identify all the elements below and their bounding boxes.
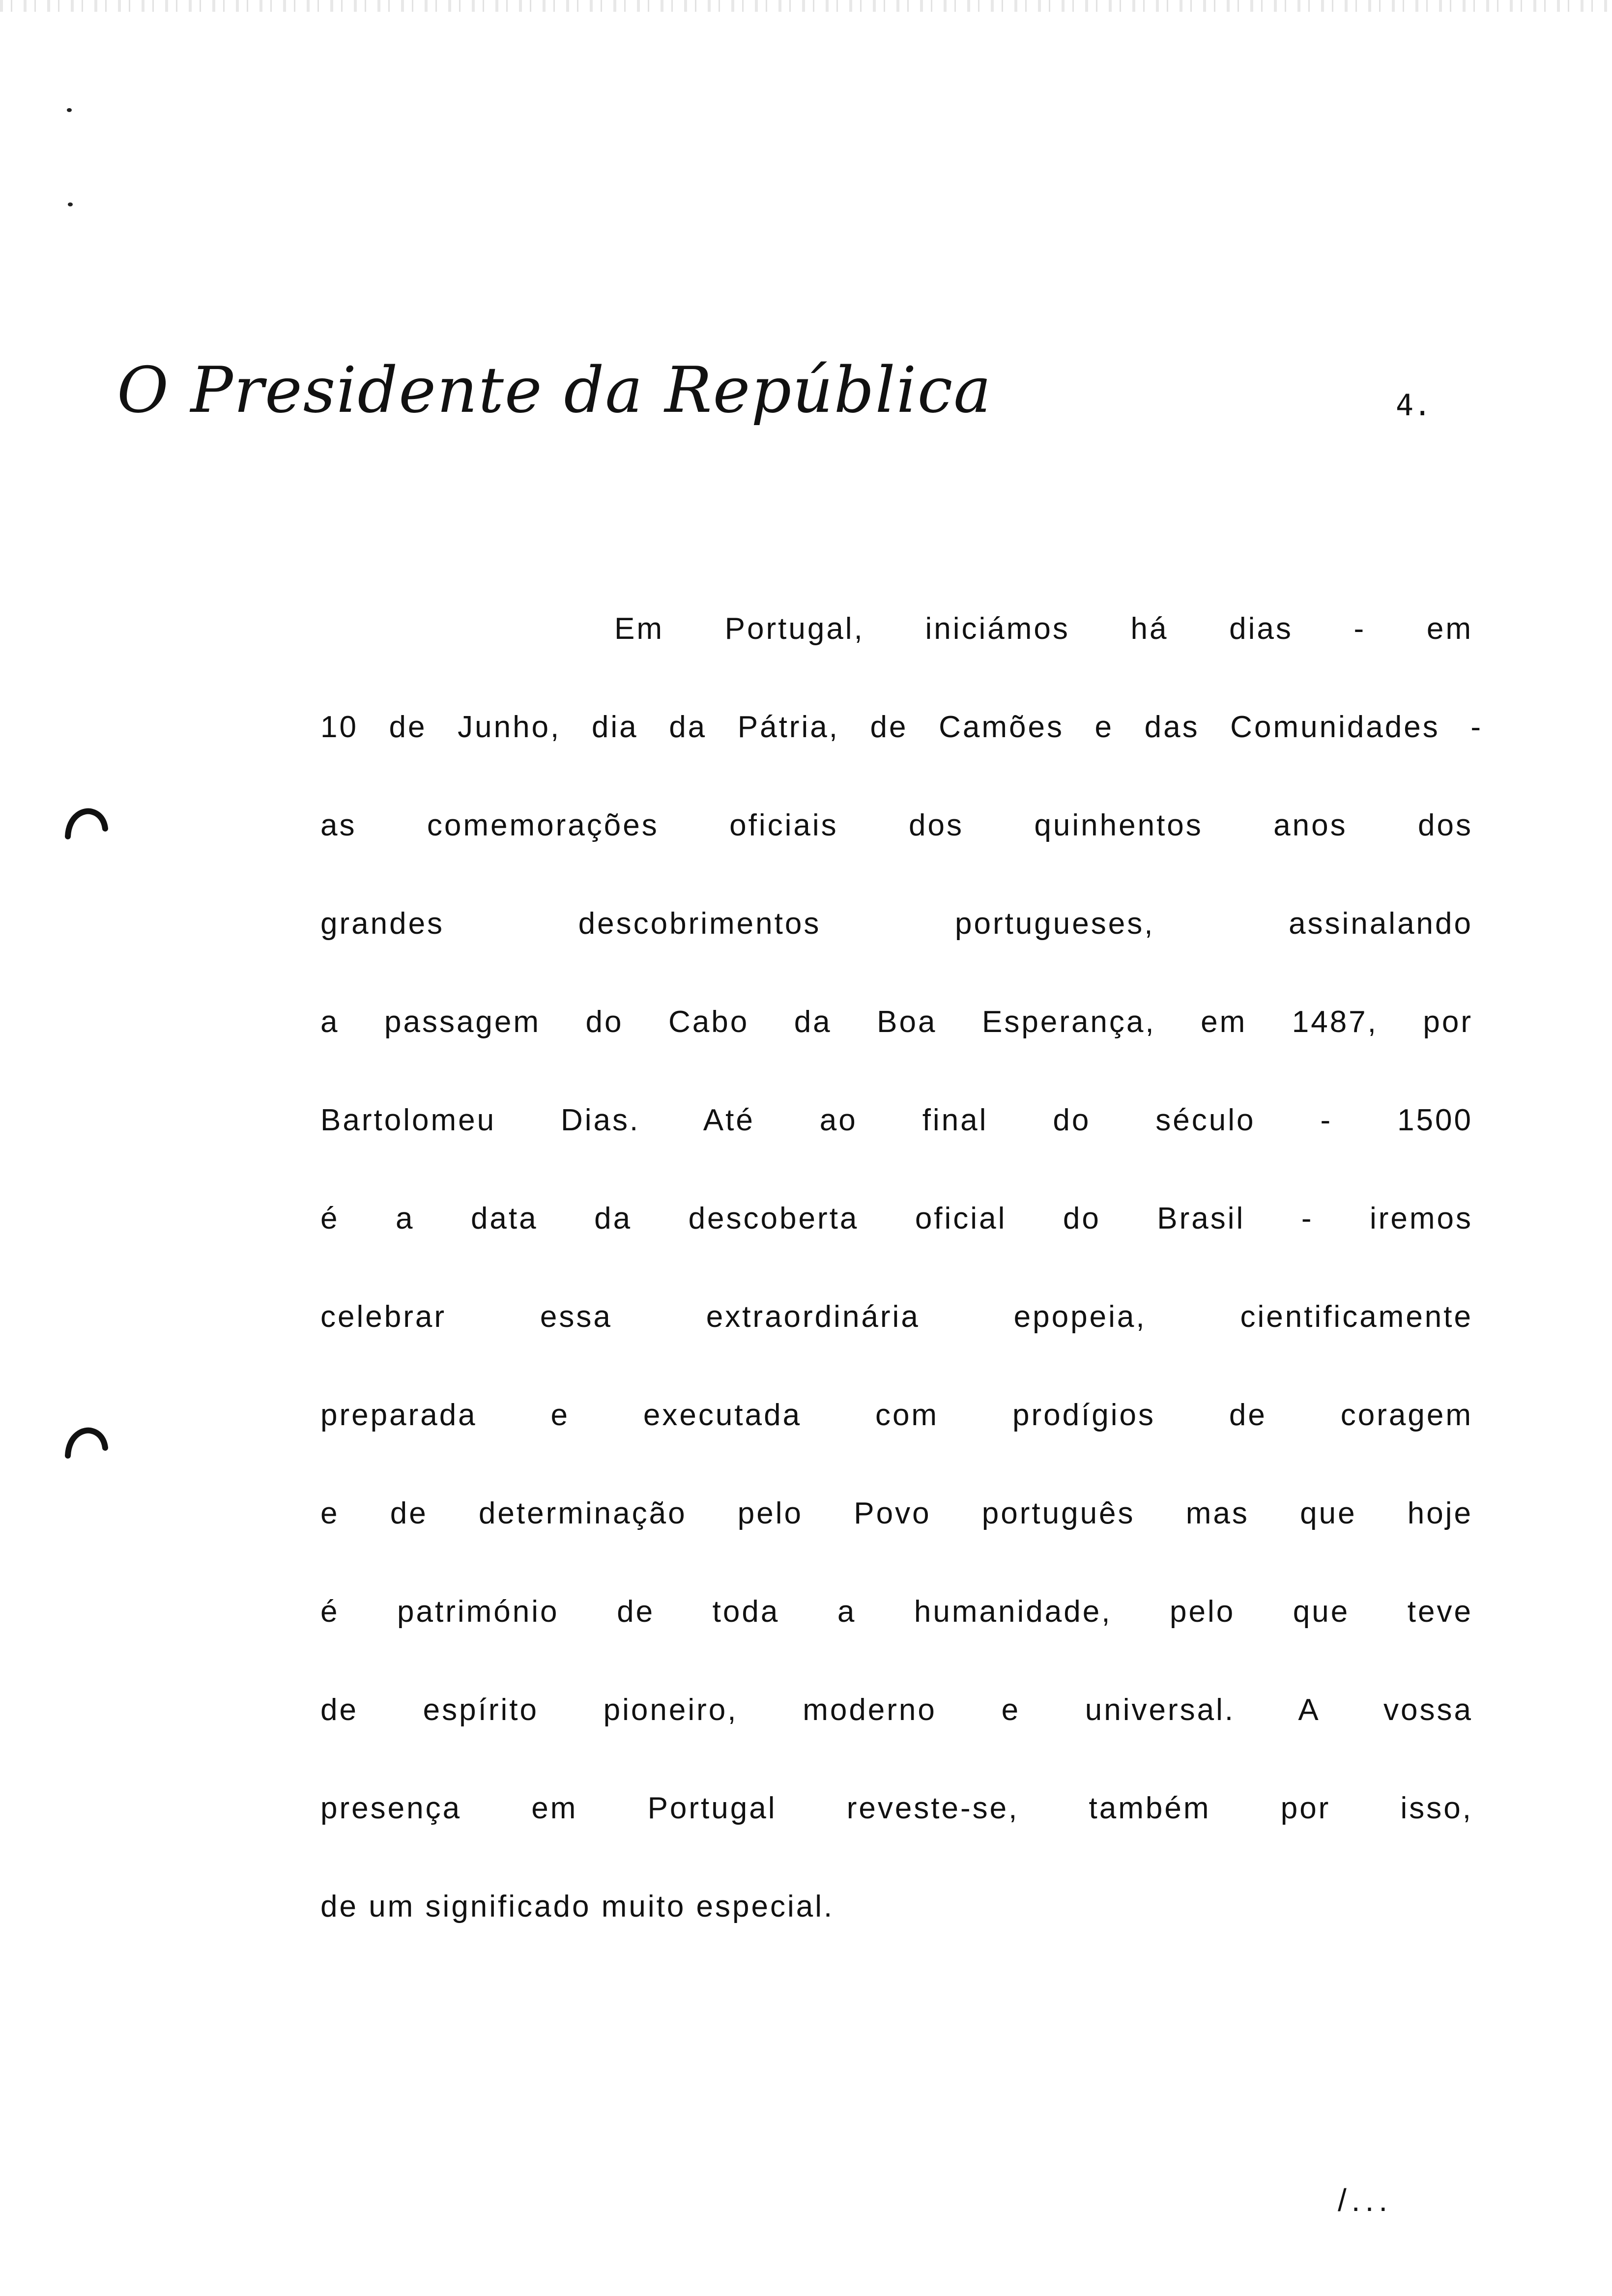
letterhead: O Presidente da República — [117, 354, 992, 427]
continuation-mark: /... — [1338, 2182, 1393, 2218]
punch-hole-mark — [64, 806, 108, 840]
text-line: 10 de Junho, dia da Pátria, de Camões e das Comunidades - — [320, 710, 1483, 744]
punch-hole-mark — [64, 1425, 108, 1460]
text-line: é património de toda a humanidade, pelo que teve — [320, 1595, 1473, 1629]
text-line: é a data da descoberta oficial do Brasil - iremos — [320, 1202, 1473, 1235]
scan-speck — [68, 202, 73, 206]
text-line: e de determinação pelo Povo português mas que hoje — [320, 1496, 1473, 1530]
text-line: preparada e executada com prodígios de coragem — [320, 1398, 1473, 1432]
text-line: Bartolomeu Dias. Até ao final do século - 1500 — [320, 1103, 1473, 1137]
text-line: as comemorações oficiais dos quinhentos anos dos — [320, 808, 1473, 842]
text-line: de um significado muito especial. — [320, 1890, 835, 1923]
scan-speck — [67, 108, 72, 112]
scan-edge-artifact — [0, 0, 1612, 12]
text-line: Em Portugal, iniciámos há dias - em — [614, 612, 1473, 646]
text-line: de espírito pioneiro, moderno e universal. A vossa — [320, 1693, 1473, 1727]
text-line: a passagem do Cabo da Boa Esperança, em 1487, por — [320, 1005, 1473, 1039]
text-line: celebrar essa extraordinária epopeia, cientificamente — [320, 1300, 1473, 1334]
page-number: 4. — [1396, 388, 1432, 423]
text-line: presença em Portugal reveste-se, também por isso, — [320, 1791, 1473, 1825]
text-line: grandes descobrimentos portugueses, assinalando — [320, 907, 1473, 941]
